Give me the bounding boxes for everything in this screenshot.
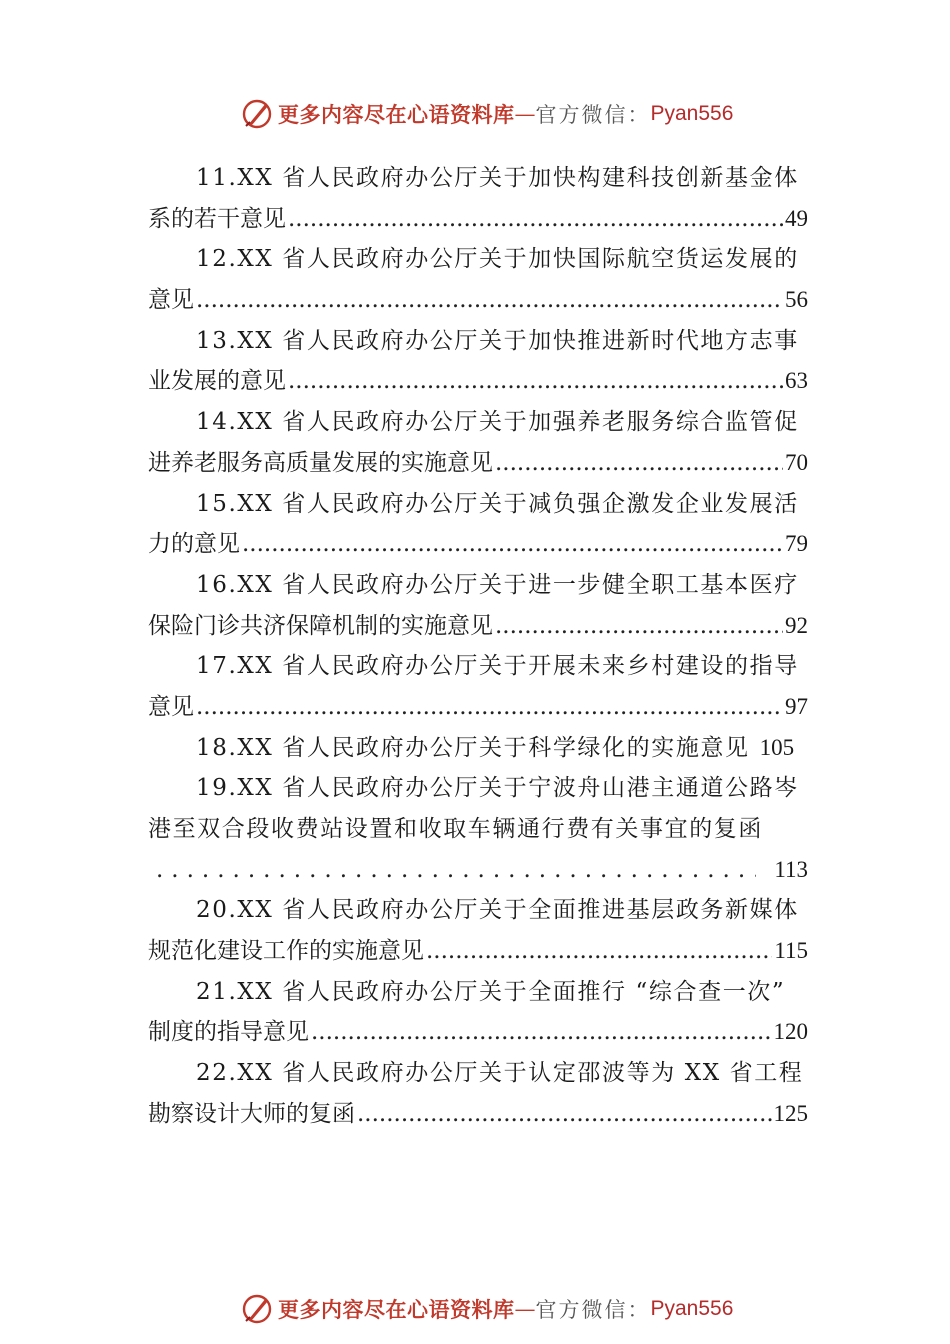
toc-entry-19-line3[interactable]: [148, 850, 808, 891]
page-number: 113: [774, 856, 808, 882]
toc-entry-22-line2[interactable]: 勘察设计大师的复函 ..... 125: [148, 1094, 808, 1135]
page-number: 115: [774, 938, 808, 964]
page-number: 120: [773, 1019, 808, 1045]
page-number: 70: [785, 449, 808, 475]
dot-leader: [196, 280, 783, 321]
dot-leader: [288, 361, 783, 402]
footer-dash: —: [514, 1297, 536, 1321]
dot-leader: [156, 850, 756, 891]
toc-entry-11-line2[interactable]: 系的若干意见 ..... 49: [148, 199, 808, 240]
toc-entry-14-line1[interactable]: 14.XX 省人民政府办公厅关于加强养老服务综合监管促: [196, 409, 799, 436]
page-number: 125: [773, 1100, 808, 1126]
footer-slogan: 更多内容尽在心语资料库: [278, 1297, 515, 1322]
table-of-contents: [148, 158, 808, 1135]
page-number: 56: [785, 287, 808, 313]
quill-logo-icon: [240, 1292, 274, 1326]
toc-entry-15-line2[interactable]: 力的意见 ..... 79: [148, 524, 808, 565]
toc-entry-18[interactable]: 18.XX 省人民政府办公厅关于科学绿化的实施意见 105: [148, 728, 808, 769]
header-dash: —: [514, 102, 536, 126]
toc-entry-13-line2[interactable]: 业发展的意见 ..... 63: [148, 361, 808, 402]
footer-wechat-account: Pyan556: [650, 1297, 734, 1320]
toc-entry-22-line1[interactable]: 22.XX 省人民政府办公厅关于认定邵波等为 XX 省工程: [196, 1060, 804, 1087]
toc-entry-16-line1[interactable]: 16.XX 省人民政府办公厅关于进一步健全职工基本医疗: [196, 571, 799, 598]
dot-leader: [242, 524, 783, 565]
toc-entry-20-line1[interactable]: 20.XX 省人民政府办公厅关于全面推进基层政务新媒体: [196, 897, 799, 924]
page-number: 63: [785, 368, 808, 394]
page-number: 105: [759, 734, 795, 760]
toc-entry-21-line2[interactable]: 制度的指导意见 ..... 120: [148, 1012, 808, 1053]
dot-leader: [311, 1012, 772, 1053]
header-wechat-label: 官方微信：: [535, 103, 651, 127]
dot-leader: [426, 931, 772, 972]
page-number: 92: [785, 612, 808, 638]
toc-entry-17-line1[interactable]: 17.XX 省人民政府办公厅关于开展未来乡村建设的指导: [196, 653, 799, 680]
dot-leader: [196, 687, 783, 728]
toc-entry-19-line2[interactable]: 港至双合段收费站设置和收取车辆通行费有关事宜的复函: [148, 816, 763, 842]
page-number: 97: [785, 693, 808, 719]
dot-leader: [288, 199, 783, 240]
toc-entry-20-line2[interactable]: 规范化建设工作的实施意见 ..... 115: [148, 931, 808, 972]
toc-entry-11-line1[interactable]: 11.XX 省人民政府办公厅关于加快构建科技创新基金体: [196, 165, 799, 191]
page-number: 49: [785, 205, 808, 231]
toc-entry-19-line1[interactable]: 19.XX 省人民政府办公厅关于宁波舟山港主通道公路岑: [196, 775, 799, 802]
dot-leader: [357, 1094, 772, 1135]
toc-entry-12-line1[interactable]: 12.XX 省人民政府办公厅关于加快国际航空货运发展的: [196, 246, 799, 273]
toc-entry-14-line2[interactable]: 进养老服务高质量发展的实施意见 ..... 70: [148, 443, 808, 484]
toc-entry-21-line1[interactable]: 21.XX 省人民政府办公厅关于全面推行 “综合查一次”: [196, 978, 786, 1005]
header-banner: [240, 97, 733, 131]
page-number: 79: [785, 531, 808, 557]
header-slogan: 更多内容尽在心语资料库: [278, 102, 515, 127]
header-wechat-account: Pyan556: [650, 102, 734, 125]
toc-entry-13-line1[interactable]: 13.XX 省人民政府办公厅关于加快推进新时代地方志事: [196, 327, 799, 354]
dot-leader: [495, 443, 783, 484]
quill-logo-icon: [240, 97, 274, 131]
toc-entry-12-line2[interactable]: 意见 ..... 56: [148, 280, 808, 321]
footer-banner: [240, 1292, 733, 1326]
toc-entry-16-line2[interactable]: 保险门诊共济保障机制的实施意见 ..... 92: [148, 606, 808, 647]
footer-wechat-label: 官方微信：: [535, 1298, 651, 1322]
toc-entry-15-line1[interactable]: 15.XX 省人民政府办公厅关于减负强企激发企业发展活: [196, 490, 799, 517]
dot-leader: [495, 606, 783, 647]
toc-entry-17-line2[interactable]: 意见 ..... 97: [148, 687, 808, 728]
